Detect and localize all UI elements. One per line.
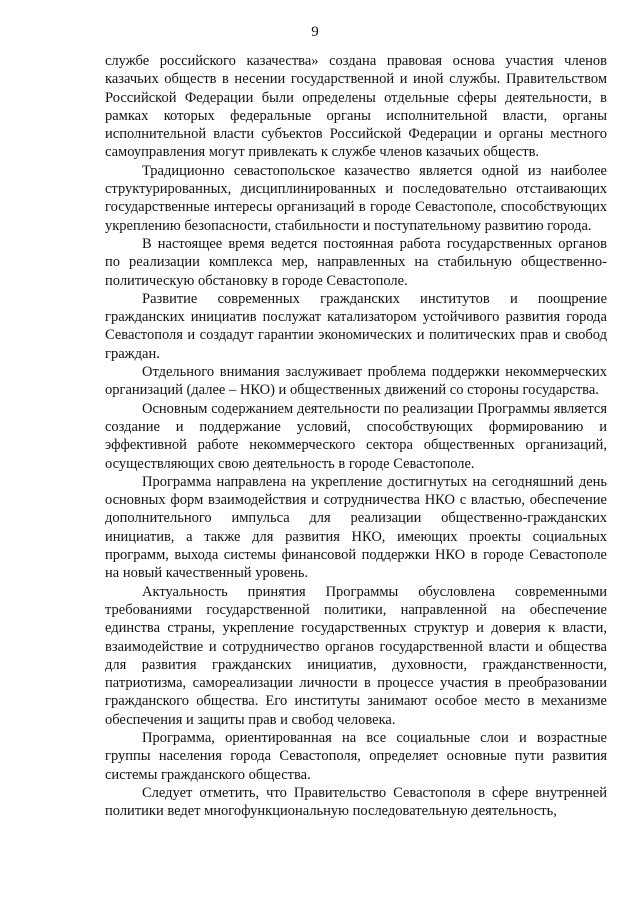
paragraph-6: Основным содержанием деятельности по реализации Программы является создание и поддержание условий, способствующих формированию и эффективной работе некоммерческого сектора общественных организаций, осуществляющих свою деятельность в городе Севастополе. <box>105 400 607 472</box>
paragraph-9: Программа, ориентированная на все социальные слои и возрастные группы населения города Севастополя, определяет основные пути развития системы гражданского общества. <box>105 729 607 783</box>
paragraph-4: Развитие современных гражданских институтов и поощрение гражданских инициатив послужат катализатором устойчивого развития города Севастополя и создадут гарантии экономических и политических прав и свобод граждан. <box>105 290 607 362</box>
paragraph-3: В настоящее время ведется постоянная работа государственных органов по реализации комплекса мер, направленных на стабильную общественно-политическую обстановку в городе Севастополе. <box>105 235 607 289</box>
page-number: 9 <box>311 24 319 40</box>
paragraph-7: Программа направлена на укрепление достигнутых на сегодняшний день основных форм взаимодействия и сотрудничества НКО с властью, обеспечение дополнительного импульса для реализации общественно-гражданских инициатив, а также для развития НКО, имеющих проекты социальных программ, выхода системы финансовой поддержки НКО в городе Севастополе на новый качественный уровень. <box>105 473 607 582</box>
paragraph-1: службе российского казачества» создана правовая основа участия членов казачьих обществ в несении государственной и иной службы. Правительством Российской Федерации были определены отдельные сферы деятельности, в рамках которых федеральные органы исполнительной власти, органы исполнительной власти субъектов Российской Федерации и органы местного самоуправления могут привлекать к службе членов казачьих обществ. <box>105 53 607 161</box>
document-body <box>105 52 607 820</box>
paragraph-2: Традиционно севастопольское казачество является одной из наиболее структурированных, дисциплинированных и последовательно отстаивающих государственные интересы организаций в городе Севастополе, способствующих укреплению безопасности, стабильности и поступательному развитию города. <box>105 162 607 234</box>
paragraph-10: Следует отметить, что Правительство Севастополя в сфере внутренней политики ведет многофункциональную последовательную деятельность, <box>105 784 607 820</box>
paragraph-5: Отдельного внимания заслуживает проблема поддержки некоммерческих организаций (далее – НКО) и общественных движений со стороны государства. <box>105 364 607 399</box>
paragraph-8: Актуальность принятия Программы обусловлена современными требованиями государственной политики, направленной на обеспечение единства страны, укрепление государственных структур и доверия к власти, взаимодействие и сотрудничество органов государственной власти и общества для развития гражданских инициатив, духовности, гражданственности, патриотизма, самореализации личности в процессе участия в преобразовании гражданского общества. Его институты занимают особое место в механизме обеспечения и защиты прав и свобод человека. <box>105 583 607 728</box>
